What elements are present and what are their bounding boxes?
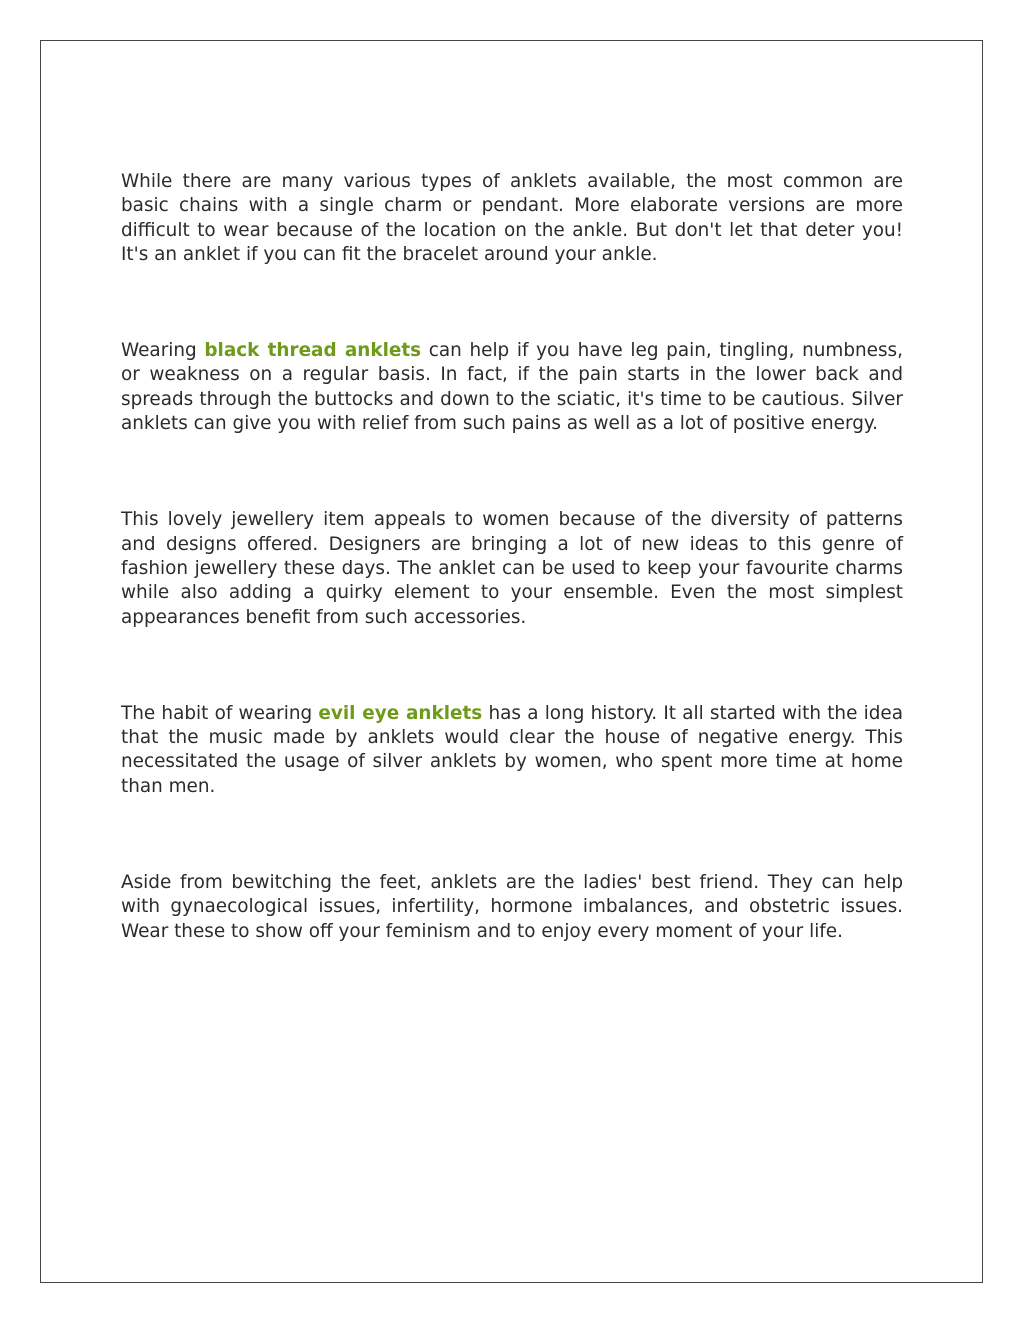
paragraph-text: can help if you have leg pain, tingling, numbness, or weakness on a regular basis. In fact, if the pain starts in the lower back and spreads through the buttocks and down to the sciatic, it's time to be cautious. Silver anklets can give you with relief from such pains as well as a lot of positive energy. bbox=[121, 340, 903, 435]
evil-eye-anklets-link[interactable]: evil eye anklets bbox=[318, 702, 483, 724]
black-thread-anklets-link[interactable]: black thread anklets bbox=[204, 340, 422, 362]
document-body bbox=[121, 170, 903, 944]
paragraph-text: Wearing bbox=[121, 340, 205, 362]
paragraph-text: This lovely jewellery item appeals to women because of the diversity of patterns and designs offered. Designers are bringing a lot of new ideas to this genre of fashion jewellery these days. The anklet can be used to keep your favourite charms while also adding a quirky element to your ensemble. Even the most simplest appearances benefit from such accessories. bbox=[121, 509, 903, 628]
paragraph-text: Aside from bewitching the feet, anklets are the ladies' best friend. They can help with gynaecological issues, infertility, hormone imbalances, and obstetric issues. Wear these to show off your feminism and to enjoy every moment of your life. bbox=[121, 872, 903, 942]
paragraph-text: has a long history. It all started with the idea that the music made by anklets would clear the house of negative energy. This necessitated the usage of silver anklets by women, who spent more time at home than men. bbox=[121, 702, 903, 797]
paragraph-black-thread-anklets bbox=[121, 339, 903, 436]
paragraph-anklet-types bbox=[121, 170, 903, 267]
paragraph-text: The habit of wearing bbox=[121, 702, 319, 724]
paragraph-evil-eye-anklets bbox=[121, 702, 903, 799]
paragraph-ladies-best-friend bbox=[121, 871, 903, 944]
paragraph-jewellery-appeal bbox=[121, 508, 903, 629]
paragraph-text: While there are many various types of anklets available, the most common are basic chains with a single charm or pendant. More elaborate versions are more difficult to wear because of the location on the ankle. But don't let that deter you! It's an anklet if you can fit the bracelet around your ankle. bbox=[121, 171, 903, 265]
